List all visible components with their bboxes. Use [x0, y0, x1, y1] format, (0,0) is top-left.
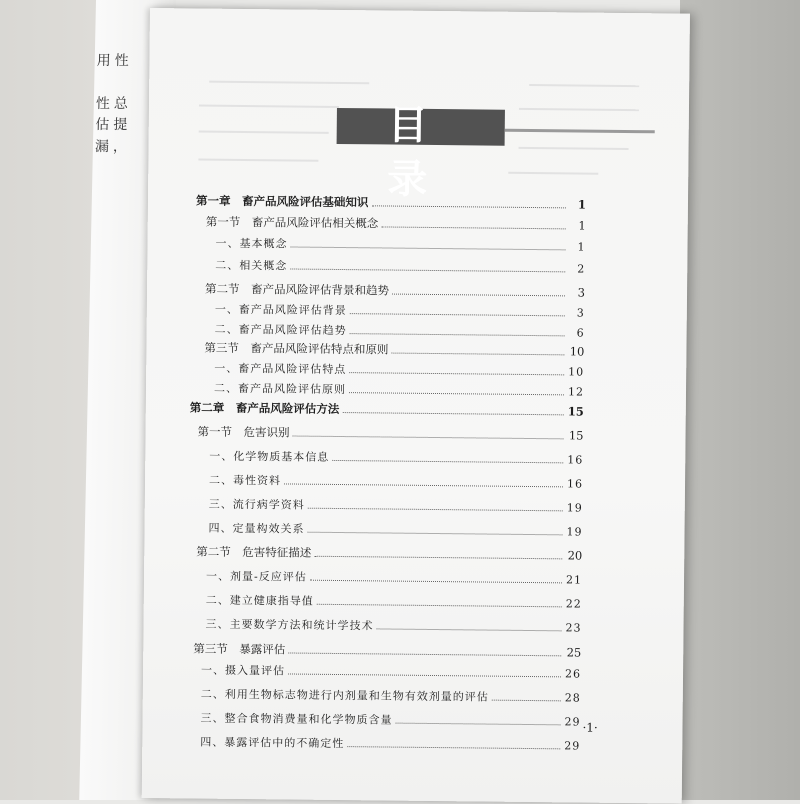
toc-entry: [215, 235, 585, 255]
toc-leader-dots: [350, 313, 565, 316]
left-page-text: 性总: [95, 96, 132, 112]
toc-entry-label: 二、毒性资料: [208, 473, 282, 488]
toc-entry: [197, 424, 583, 444]
toc-entry-page: 12: [567, 385, 585, 399]
toc-entry: [206, 214, 586, 234]
toc-entry-page: 15: [567, 404, 584, 419]
toc-entry-label: 第二章 畜产品风险评估方法: [189, 400, 340, 417]
toc-entry-page: 20: [567, 548, 583, 563]
left-page-text: 用性: [96, 53, 133, 69]
toc-entry: [214, 380, 584, 400]
toc-leader-dots: [284, 483, 563, 487]
toc-entry-label: 二、畜产品风险评估原则: [213, 381, 347, 397]
toc-entry: [208, 520, 582, 540]
toc-entry-page: 10: [568, 365, 585, 379]
toc-entry: [193, 640, 581, 660]
toc-leader-dots: [308, 508, 563, 512]
table-of-contents: [142, 8, 690, 804]
toc-leader-dots: [290, 268, 565, 272]
toc-entry: [215, 257, 585, 277]
toc-leader-dots: [396, 723, 561, 726]
toc-leader-dots: [288, 673, 561, 677]
toc-entry: [205, 616, 581, 636]
toc-entry-page: 21: [565, 573, 583, 587]
toc-entry: [201, 662, 581, 682]
toc-entry-page: 1: [578, 218, 586, 233]
toc-leader-dots: [392, 294, 565, 297]
book-page: [142, 8, 690, 804]
toc-entry-page: 16: [566, 477, 584, 491]
page-number: ·1·: [582, 720, 598, 735]
toc-entry-label: 一、基本概念: [215, 236, 288, 251]
toc-entry-page: 15: [568, 428, 584, 443]
toc-leader-dots: [314, 556, 562, 560]
toc-entry-page: 1: [577, 240, 586, 254]
toc-entry-page: 19: [566, 525, 583, 539]
toc-entry-label: 第三节 畜产品风险评估特点和原则: [204, 340, 389, 357]
toc-entry-label: 三、主要数学方法和统计学技术: [205, 617, 374, 633]
toc-entry-label: 一、化学物质基本信息: [209, 449, 330, 464]
toc-entry: [190, 399, 584, 419]
toc-leader-dots: [349, 392, 564, 395]
toc-leader-dots: [288, 652, 561, 656]
toc-entry: [201, 686, 581, 706]
toc-entry: [205, 281, 585, 301]
page-title: 目 录: [386, 102, 455, 204]
toc-entry-page: 19: [566, 501, 583, 515]
toc-entry: [215, 321, 585, 341]
toc-entry: [196, 192, 586, 212]
toc-entry-page: 2: [577, 262, 586, 276]
background-right: [680, 0, 800, 800]
toc-entry-page: 23: [565, 621, 582, 635]
toc-entry-label: 一、剂量-反应评估: [205, 569, 307, 584]
toc-entry: [200, 710, 580, 730]
toc-leader-dots: [391, 353, 564, 356]
toc-leader-dots: [293, 436, 564, 440]
toc-entry-page: 29: [564, 715, 581, 729]
toc-entry-label: 第一节 危害识别: [197, 424, 290, 440]
toc-entry: [209, 472, 583, 492]
toc-entry: [215, 301, 585, 321]
toc-leader-dots: [492, 700, 561, 702]
toc-entry-page: 25: [566, 645, 582, 660]
toc-entry: [209, 448, 583, 468]
toc-entry: [196, 544, 582, 564]
toc-entry-label: 三、流行病学资料: [208, 497, 305, 512]
toc-entry-label: 三、整合食物消费量和化学物质含量: [200, 711, 393, 727]
toc-entry-label: 第二节 畜产品风险评估背景和趋势: [204, 281, 390, 298]
left-page-text: 估提: [95, 117, 132, 133]
toc-entry: [209, 496, 583, 516]
toc-entry-label: 第一节 畜产品风险评估相关概念: [205, 214, 379, 231]
toc-entry-page: 1: [577, 197, 587, 212]
toc-leader-dots: [377, 628, 562, 631]
toc-entry-label: 第二节 危害特征描述: [196, 544, 312, 560]
toc-entry: [204, 340, 584, 360]
toc-entry-label: 二、畜产品风险评估趋势: [214, 322, 347, 338]
toc-entry-label: 四、定量构效关系: [208, 521, 305, 536]
toc-entry-page: 28: [564, 691, 581, 705]
toc-entry-label: 二、利用生物标志物进行内剂量和生物有效剂量的评估: [200, 687, 489, 704]
toc-entry-page: 22: [565, 597, 582, 611]
left-page-text: 漏，: [94, 139, 132, 155]
toc-entry-page: 29: [564, 739, 581, 753]
toc-entry-page: 26: [564, 667, 582, 681]
toc-leader-dots: [342, 412, 563, 415]
toc-entry-label: 一、畜产品风险评估特点: [214, 361, 347, 377]
toc-leader-dots: [371, 205, 565, 208]
toc-leader-dots: [317, 604, 562, 608]
toc-entry-label: 二、建立健康指导值: [205, 593, 314, 608]
toc-leader-dots: [290, 246, 565, 250]
toc-entry-label: 一、摄入量评估: [201, 663, 286, 678]
toc-leader-dots: [347, 746, 560, 749]
toc-entry-page: 3: [577, 285, 586, 300]
toc-leader-dots: [308, 532, 563, 536]
toc-leader-dots: [381, 226, 566, 229]
toc-entry-label: 第三节 暴露评估: [193, 641, 286, 657]
toc-entry-label: 一、畜产品风险评估背景: [214, 302, 347, 318]
toc-entry-label: 四、暴露评估中的不确定性: [200, 735, 345, 751]
toc-entry-page: 6: [576, 326, 585, 340]
toc-leader-dots: [349, 372, 564, 375]
toc-entry-page: 10: [569, 344, 585, 359]
toc-entry: [200, 734, 580, 754]
toc-leader-dots: [332, 460, 563, 463]
toc-entry: [214, 360, 584, 380]
toc-entry-label: 二、相关概念: [215, 258, 288, 273]
toc-entry-page: 3: [576, 306, 585, 320]
toc-leader-dots: [350, 333, 565, 336]
toc-leader-dots: [310, 580, 562, 584]
toc-entry: [206, 568, 582, 588]
toc-entry-label: 第一章 畜产品风险评估基础知识: [195, 193, 369, 210]
toc-entry: [206, 592, 582, 612]
toc-entry-page: 16: [567, 453, 584, 467]
